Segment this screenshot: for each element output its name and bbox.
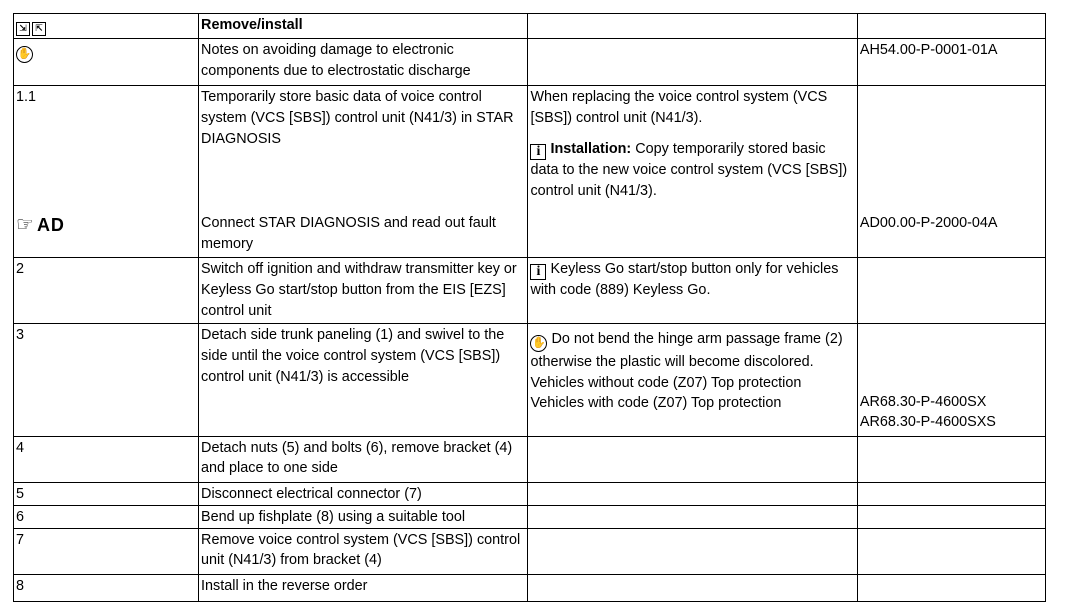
- procedure-table: [13, 13, 1046, 602]
- step-number: 8: [14, 575, 199, 602]
- step-note: Do not bend the hinge arm passage frame (2) otherwise the plastic will become discolored.: [530, 331, 843, 370]
- step-number: 2: [14, 258, 199, 324]
- header-title: Remove/install: [199, 14, 528, 39]
- table-row: [14, 86, 1046, 258]
- warning-hand-icon: ✋: [530, 335, 547, 352]
- table-row: [14, 506, 1046, 529]
- step-action: Remove voice control system (VCS [SBS]) control unit (N41/3) from bracket (4): [199, 529, 528, 575]
- table-row: [14, 529, 1046, 575]
- ad-label: AD: [36, 215, 65, 235]
- info-label: Installation:: [550, 141, 632, 157]
- sub-step-ref: AD00.00-P-2000-04A: [859, 215, 998, 231]
- step-action: Install in the reverse order: [199, 575, 528, 602]
- info-icon: i: [530, 264, 546, 280]
- install-icon: ⇱: [32, 22, 46, 36]
- step-action: Detach nuts (5) and bolts (6), remove bracket (4) and place to one side: [199, 437, 528, 483]
- step-action: Switch off ignition and withdraw transmitter key or Keyless Go start/stop button from the EIS [EZS] control unit: [199, 258, 528, 324]
- warning-hand-icon: ✋: [16, 46, 33, 63]
- step-action: Notes on avoiding damage to electronic components due to electrostatic discharge: [199, 39, 528, 86]
- table-row: [14, 324, 1046, 437]
- step-action: Disconnect electrical connector (7): [199, 483, 528, 506]
- step-action: Detach side trunk paneling (1) and swivel to the side until the voice control system (VCS [SBS]) control unit (N41/3) is accessible: [199, 324, 528, 437]
- step-number: 1.1: [16, 89, 37, 105]
- header-icons-cell: [14, 14, 199, 39]
- step-action: Bend up fishplate (8) using a suitable tool: [199, 506, 528, 529]
- table-header-row: [14, 14, 1046, 39]
- table-row: [14, 39, 1046, 86]
- table-row: [14, 575, 1046, 602]
- step-note-line: Vehicles without code (Z07) Top protection: [530, 375, 802, 391]
- step-number: 7: [14, 529, 199, 575]
- step-note-line: Vehicles with code (Z07) Top protection: [530, 395, 782, 411]
- step-ref: AR68.30-P-4600SX: [859, 394, 987, 410]
- table-row: [14, 258, 1046, 324]
- table-row: [14, 437, 1046, 483]
- step-number: 5: [14, 483, 199, 506]
- info-text: Copy temporarily stored basic data to the new voice control system (VCS [SBS]) control unit (N41/3).: [530, 141, 848, 199]
- step-number: 3: [14, 324, 199, 437]
- step-note: Keyless Go start/stop button only for vehicles with code (889) Keyless Go.: [530, 261, 839, 298]
- step-action: Temporarily store basic data of voice control system (VCS [SBS]) control unit (N41/3) in STAR DIAGNOSIS: [201, 89, 514, 147]
- step-ref: AH54.00-P-0001-01A: [857, 39, 1045, 86]
- sub-step-action: Connect STAR DIAGNOSIS and read out fault memory: [201, 215, 496, 252]
- step-ref: AR68.30-P-4600SXS: [859, 414, 996, 430]
- step-note: When replacing the voice control system (VCS [SBS]) control unit (N41/3).: [530, 89, 828, 126]
- pointing-hand-icon: ☞: [16, 214, 35, 236]
- table-row: [14, 483, 1046, 506]
- remove-icon: ⇲: [16, 22, 30, 36]
- step-number: 4: [14, 437, 199, 483]
- step-number: 6: [14, 506, 199, 529]
- info-icon: i: [530, 144, 546, 160]
